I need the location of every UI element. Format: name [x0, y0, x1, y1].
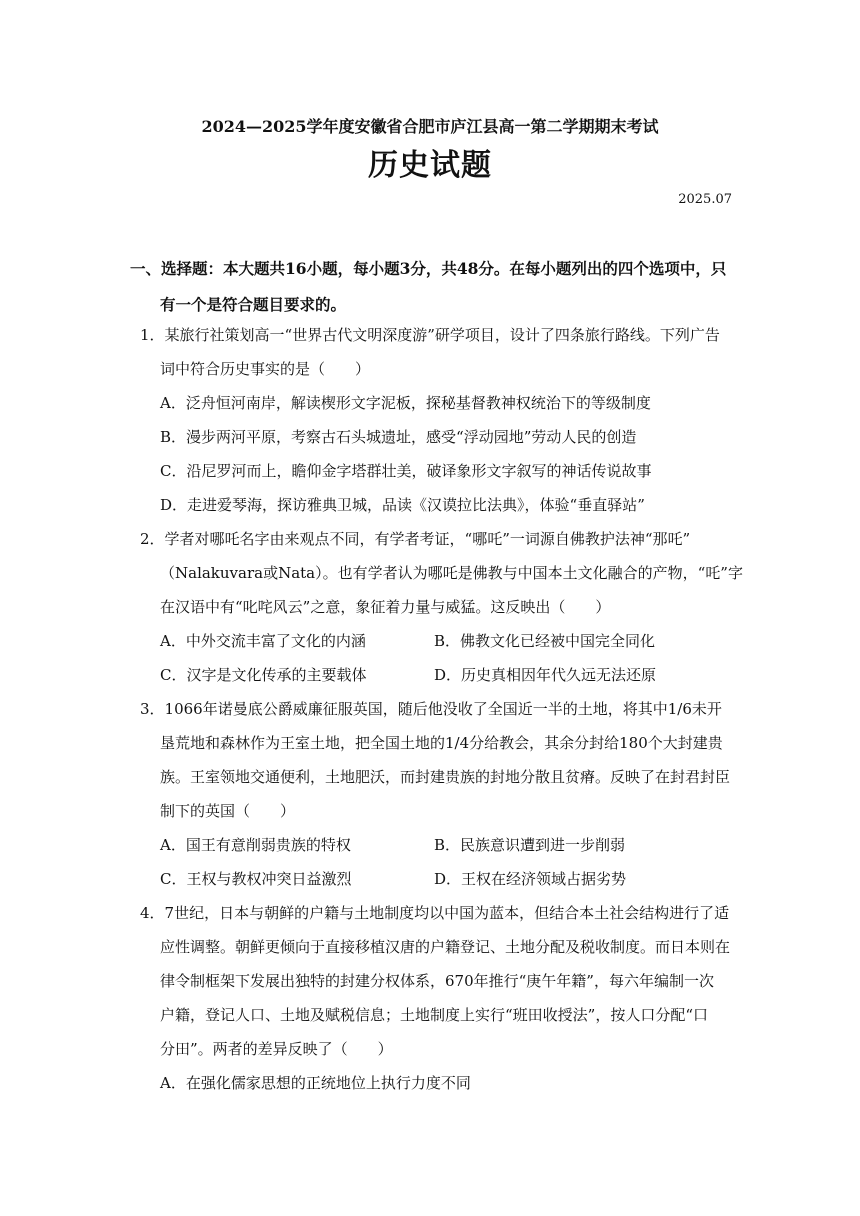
exam-date: 2025.07 [678, 192, 732, 207]
question-3-stem: 3．1066年诺曼底公爵威廉征服英国，随后他没收了全国近一半的土地，将其中1/6未开 [140, 700, 722, 718]
question-3 [140, 698, 732, 834]
question-2 [140, 528, 743, 630]
question-1-option-a: A．泛舟恒河南岸，解读楔形文字泥板，探秘基督教神权统治下的等级制度 [160, 394, 651, 412]
question-1-option-d: D．走进爱琴海，探访雅典卫城，品读《汉谟拉比法典》，体验“垂直驿站” [160, 496, 645, 514]
question-2-stem: （Nalakuvara或Nata）。也有学者认为哪吒是佛教与中国本土文化融合的产物，“吒”字 [160, 564, 743, 582]
section-heading-line: 有一个是符合题目要求的。 [160, 295, 347, 314]
question-3-option-c: C．王权与教权冲突日益激烈 [160, 870, 352, 888]
question-1-option-b: B．漫步两河平原，考察古石头城遗址，感受“浮动园地”劳动人民的创造 [160, 428, 637, 446]
exam-subtitle: 历史试题 [368, 148, 492, 183]
question-4-stem: 律令制框架下发展出独特的封建分权体系，670年推行“庚午年籍”，每六年编制一次 [160, 972, 714, 990]
question-2-stem: 2．学者对哪吒名字由来观点不同，有学者考证，“哪吒”一词源自佛教护法神“那吒” [140, 530, 691, 548]
question-4-option-a: A．在强化儒家思想的正统地位上执行力度不同 [160, 1074, 471, 1092]
section-heading-line: 一、选择题：本大题共16小题，每小题3分，共48分。在每小题列出的四个选项中，只 [130, 259, 727, 278]
question-4-stem: 应性调整。朝鲜更倾向于直接移植汉唐的户籍登记、土地分配及税收制度。而日本则在 [160, 938, 731, 956]
question-1-stem: 1．某旅行社策划高一“世界古代文明深度游”研学项目，设计了四条旅行路线。下列广告 [140, 326, 720, 344]
question-2-option-a: A．中外交流丰富了文化的内涵 [160, 632, 366, 650]
question-2-option-b: B．佛教文化已经被中国完全同化 [434, 632, 656, 650]
question-3-stem: 垦荒地和森林作为王室土地，把全国土地的1/4分给教会，其余分封给180个大封建贵 [160, 734, 723, 752]
section-heading [130, 258, 734, 330]
question-3-option-b: B．民族意识遭到进一步削弱 [434, 836, 626, 854]
question-3-option-d: D．王权在经济领域占据劣势 [434, 870, 627, 888]
question-3-option-a: A．国王有意削弱贵族的特权 [160, 836, 351, 854]
question-2-option-d: D．历史真相因年代久远无法还原 [434, 666, 657, 684]
question-4-stem: 4．7世纪，日本与朝鲜的户籍与土地制度均以中国为蓝本，但结合本土社会结构进行了适 [140, 904, 730, 922]
exam-title: 2024—2025学年度安徽省合肥市庐江县高一第二学期期末考试 [201, 117, 659, 136]
question-1-stem: 词中符合历史事实的是（ ） [160, 360, 371, 378]
question-2-stem: 在汉语中有“叱咤风云”之意，象征着力量与威猛。这反映出（ ） [160, 598, 611, 616]
question-3-stem: 制下的英国（ ） [160, 802, 296, 820]
question-2-option-c: C．汉字是文化传承的主要载体 [160, 666, 367, 684]
question-1 [140, 324, 732, 392]
question-4-stem: 户籍，登记人口、土地及赋税信息；土地制度上实行“班田收授法”，按人口分配“口 [160, 1006, 709, 1024]
question-1-option-c: C．沿尼罗河而上，瞻仰金字塔群壮美，破译象形文字叙写的神话传说故事 [160, 462, 652, 480]
question-3-stem: 族。王室领地交通便利，土地肥沃，而封建贵族的封地分散且贫瘠。反映了在封君封臣 [160, 768, 731, 786]
question-4-stem: 分田”。两者的差异反映了（ ） [160, 1040, 393, 1058]
question-4 [140, 902, 732, 1072]
